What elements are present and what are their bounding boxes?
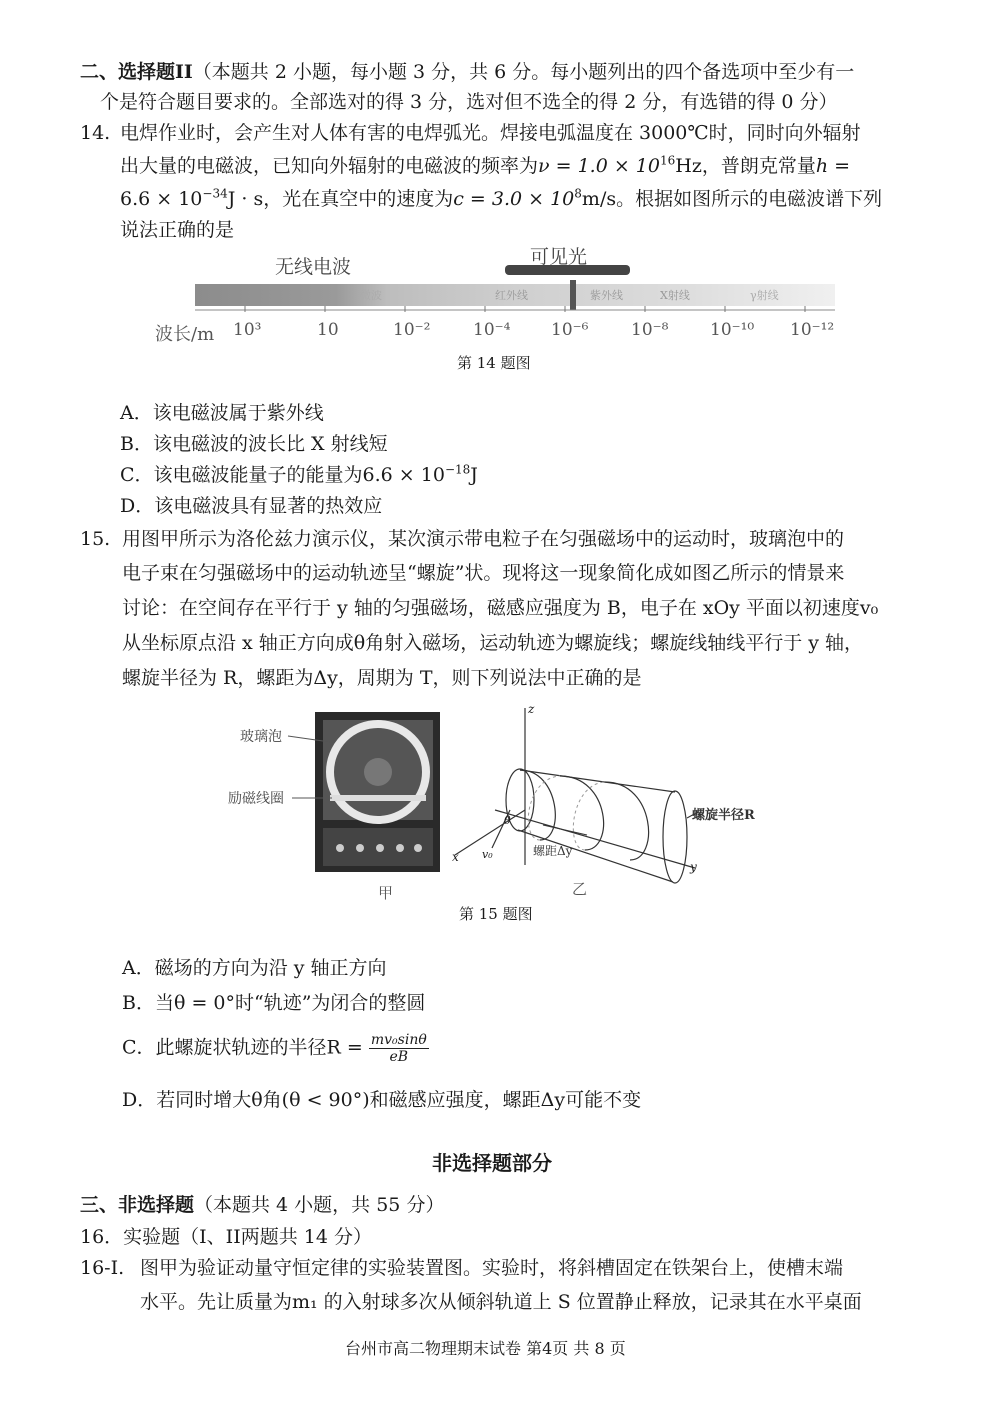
q15-option-a: A．磁场的方向为沿 y 轴正方向 <box>122 957 387 979</box>
tick-label: 10⁻¹² <box>790 320 835 340</box>
q14-planck-symbol: h = <box>815 155 851 177</box>
knob <box>376 844 384 852</box>
q15-number: 15. <box>80 528 111 550</box>
knob <box>396 844 404 852</box>
q14-number: 14. <box>80 122 111 144</box>
section2-header <box>80 60 854 84</box>
helix-loop <box>560 776 604 850</box>
q14-option-c <box>120 460 478 487</box>
label-radio-waves: 无线电波 <box>275 256 352 278</box>
q15-line3: 讨论：在空间存在平行于 y 轴的匀强磁场，磁感应强度为 B，电子在 xOy 平面以初速度v₀ <box>122 597 879 619</box>
band-label-infrared: 红外线 <box>495 289 528 302</box>
q14-freq: ν = 1.0 × 10 <box>538 155 660 177</box>
section2-title: 二、选择题II <box>80 61 193 83</box>
label-helix-radius: 螺旋半径R <box>692 808 755 823</box>
helix-end-ellipse <box>663 791 687 883</box>
knob <box>356 844 364 852</box>
radius-fraction <box>369 1032 429 1065</box>
q14-line2 <box>120 154 850 178</box>
tick-label: 10⁻⁸ <box>631 320 669 340</box>
q15-caption: 第 15 题图 <box>459 905 533 923</box>
q16i-number: 16-I. <box>80 1257 125 1279</box>
q14-line2a: 出大量的电磁波，已知向外辐射的电磁波的频率为 <box>120 155 539 177</box>
q14-option-c-exp: −18 <box>444 462 471 477</box>
tick-label: 10 <box>317 320 339 340</box>
tick-label: 10³ <box>233 320 262 340</box>
q15-figure <box>220 700 780 900</box>
q14-option-b: B．该电磁波的波长比 X 射线短 <box>120 433 388 455</box>
q14-caption: 第 14 题图 <box>457 354 531 372</box>
label-theta: θ <box>504 814 511 827</box>
q14-line1: 电焊作业时，会产生对人体有害的电焊弧光。焊接电弧温度在 3000℃时，同时向外辐射 <box>120 122 861 144</box>
q14-option-a: A．该电磁波属于紫外线 <box>120 402 324 424</box>
knob <box>414 844 422 852</box>
q16i-line2: 水平。先让质量为m₁ 的入射球多次从倾斜轨道上 S 位置静止释放，记录其在水平桌面 <box>140 1291 862 1313</box>
label-glass-bulb: 玻璃泡 <box>240 729 282 745</box>
q15-option-b: B．当θ = 0°时“轨迹”为闭合的整圆 <box>122 992 426 1014</box>
q14-option-d: D．该电磁波具有显著的热效应 <box>120 495 383 517</box>
label-helix-pitch: 螺距Δy <box>533 844 573 858</box>
q14-figure <box>150 240 850 350</box>
section2-desc2: 个是符合题目要求的。全部选对的得 3 分，选对但不选全的得 2 分，有选错的得 0 分） <box>100 91 838 113</box>
label-excitation-coil: 励磁线圈 <box>228 791 284 807</box>
q16i-line1: 图甲为验证动量守恒定律的实验装置图。实验时，将斜槽固定在铁架台上，使槽末端 <box>140 1257 844 1279</box>
tick-label: 10⁻⁶ <box>551 320 589 340</box>
tick-label: 10⁻¹⁰ <box>710 320 755 340</box>
section3-header <box>80 1193 444 1217</box>
band-label-microwave: 微波 <box>360 289 382 302</box>
q14-line3b: J · s，光在真空中的速度为 <box>227 188 454 210</box>
q14-line3d: m/s。根据如图所示的电磁波谱下列 <box>581 188 883 210</box>
label-axis-y: y <box>690 860 697 874</box>
tick-label: 10⁻⁴ <box>473 320 511 340</box>
visible-band <box>570 280 576 310</box>
q14-freq-exp: 16 <box>659 153 676 168</box>
bulb-center <box>364 758 392 786</box>
q15-option-c-text: C．此螺旋状轨迹的半径R = <box>122 1036 363 1059</box>
knob <box>336 844 344 852</box>
q15-line1: 用图甲所示为洛伦兹力演示仪，某次演示带电粒子在匀强磁场中的运动时，玻璃泡中的 <box>122 528 845 550</box>
band-label-gamma: γ射线 <box>750 289 779 302</box>
q14-line3 <box>120 187 882 211</box>
section3-desc: （本题共 4 小题，共 55 分） <box>194 1194 445 1216</box>
pitch-marker <box>543 825 587 835</box>
q14-light-speed-exp: 8 <box>574 186 582 201</box>
q15-line4: 从坐标原点沿 x 轴正方向成θ角射入磁场，运动轨迹为螺旋线；螺旋线轴线平行于 y 轴， <box>122 632 864 654</box>
q14-light-speed: c = 3.0 × 10 <box>453 188 575 210</box>
section2-desc1: （本题共 2 小题，每小题 3 分，共 6 分。每小题列出的四个备选项中至少有一 <box>192 61 855 83</box>
fraction-denominator: eB <box>389 1049 409 1065</box>
label-jia: 甲 <box>378 884 394 902</box>
q14-option-c-unit: J <box>470 464 478 486</box>
coil-bar <box>330 795 426 801</box>
q15-option-d: D．若同时增大θ角(θ < 90°)和磁感应强度，螺距Δy可能不变 <box>122 1089 642 1111</box>
q14-planck-exp: −34 <box>202 186 228 201</box>
q14-option-c-text: C．该电磁波能量子的能量为6.6 × 10 <box>120 464 445 486</box>
section3-title: 三、非选择题 <box>80 1194 195 1216</box>
axis-label-wavelength: 波长/m <box>155 324 215 345</box>
band-label-xray: X射线 <box>660 289 690 302</box>
q15-option-c <box>122 1032 429 1065</box>
page-footer: 台州市高二物理期末试卷 第4页 共 8 页 <box>345 1339 626 1358</box>
tick-label: 10⁻² <box>393 320 431 340</box>
q14-line2c: Hz，普朗克常量 <box>675 155 816 177</box>
q14-line4: 说法正确的是 <box>120 219 235 241</box>
axis-ticks <box>245 306 805 312</box>
label-axis-x: x <box>452 850 459 864</box>
band-label-ultraviolet: 紫外线 <box>590 289 623 302</box>
label-visible-light: 可见光 <box>530 246 588 268</box>
label-yi: 乙 <box>572 880 588 898</box>
q15-line5: 螺旋半径为 R，螺距为Δy，周期为 T，则下列说法中正确的是 <box>122 667 642 689</box>
q16-title: 16．实验题（I、II两题共 14 分） <box>80 1226 372 1248</box>
label-axis-z: z <box>528 702 535 716</box>
q14-planck-value: 6.6 × 10 <box>120 188 203 210</box>
label-v0: v₀ <box>482 848 493 861</box>
fraction-numerator: mv₀sinθ <box>370 1032 427 1048</box>
nonchoice-heading: 非选择题部分 <box>432 1151 552 1175</box>
q15-line2: 电子束在匀强磁场中的运动轨迹呈“螺旋”状。现将这一现象简化成如图乙所示的情景来 <box>122 562 845 584</box>
